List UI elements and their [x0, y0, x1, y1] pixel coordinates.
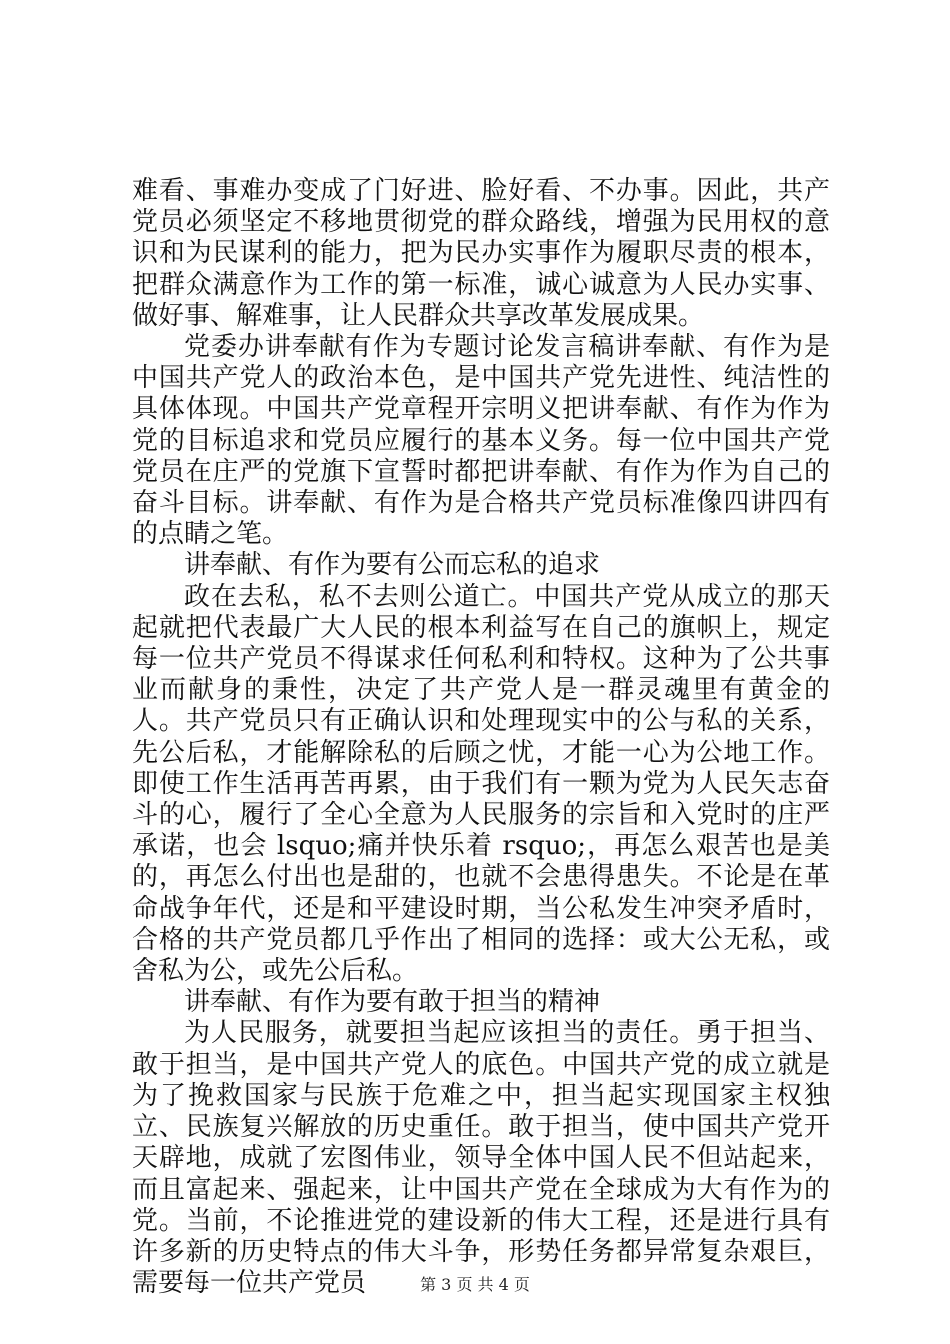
- page-footer: 第 3 页 共 4 页: [420, 1275, 530, 1294]
- document-body: [132, 176, 830, 1299]
- paragraph-4: 为人民服务，就要担当起应该担当的责任。勇于担当、敢于担当，是中国共产党人的底色。中国共产党的成立就是为了挽救国家与民族于危难之中，担当起实现国家主权独立、民族复兴解放的历史重任。敢于担当，使中国共产党开天辟地，成就了宏图伟业，领导全体中国人民不但站起来，而且富起来、强起来，让中国共产党在全球成为大有作为的党。当前，不论推进党的建设新的伟大工程，还是进行具有许多新的历史特点的伟大斗争，形势任务都异常复杂艰巨，需要每一位共产党员: [132, 1018, 830, 1299]
- section-heading-2: 讲奉献、有作为要有敢于担当的精神: [184, 987, 601, 1018]
- section-heading-1: 讲奉献、有作为要有公而忘私的追求: [184, 550, 601, 581]
- paragraph-3: 政在去私，私不去则公道亡。中国共产党从成立的那天起就把代表最广大人民的根本利益写在自己的旗帜上，规定每一位共产党员不得谋求任何私利和特权。这种为了公共事业而献身的秉性，决定了共产党人是一群灵魂里有黄金的人。共产党员只有正确认识和处理现实中的公与私的关系，先公后私，才能解除私的后顾之忧，才能一心为公地工作。即使工作生活再苦再累，由于我们有一颗为党为人民矢志奋斗的心，履行了全心全意为人民服务的宗旨和入党时的庄严承诺，也会 lsquo;痛并快乐着 rsquo;，再怎么艰苦也是美的，再怎么付出也是甜的，也就不会患得患失。不论是在革命战争年代，还是和平建设时期，当公私发生冲突矛盾时，合格的共产党员都几乎作出了相同的选择：或大公无私，或舍私为公，或先公后私。: [132, 581, 830, 987]
- paragraph-2: 党委办讲奉献有作为专题讨论发言稿讲奉献、有作为是中国共产党人的政治本色，是中国共产党先进性、纯洁性的具体体现。中国共产党章程开宗明义把讲奉献、有作为作为党的目标追求和党员应履行的基本义务。每一位中国共产党党员在庄严的党旗下宣誓时都把讲奉献、有作为作为自己的奋斗目标。讲奉献、有作为是合格共产党员标准像四讲四有的点睛之笔。: [132, 332, 830, 550]
- paragraph-1: 难看、事难办变成了门好进、脸好看、不办事。因此，共产党员必须坚定不移地贯彻党的群众路线，增强为民用权的意识和为民谋利的能力，把为民办实事作为履职尽责的根本，把群众满意作为工作的第一标准，诚心诚意为人民办实事、做好事、解难事，让人民群众共享改革发展成果。: [132, 176, 830, 331]
